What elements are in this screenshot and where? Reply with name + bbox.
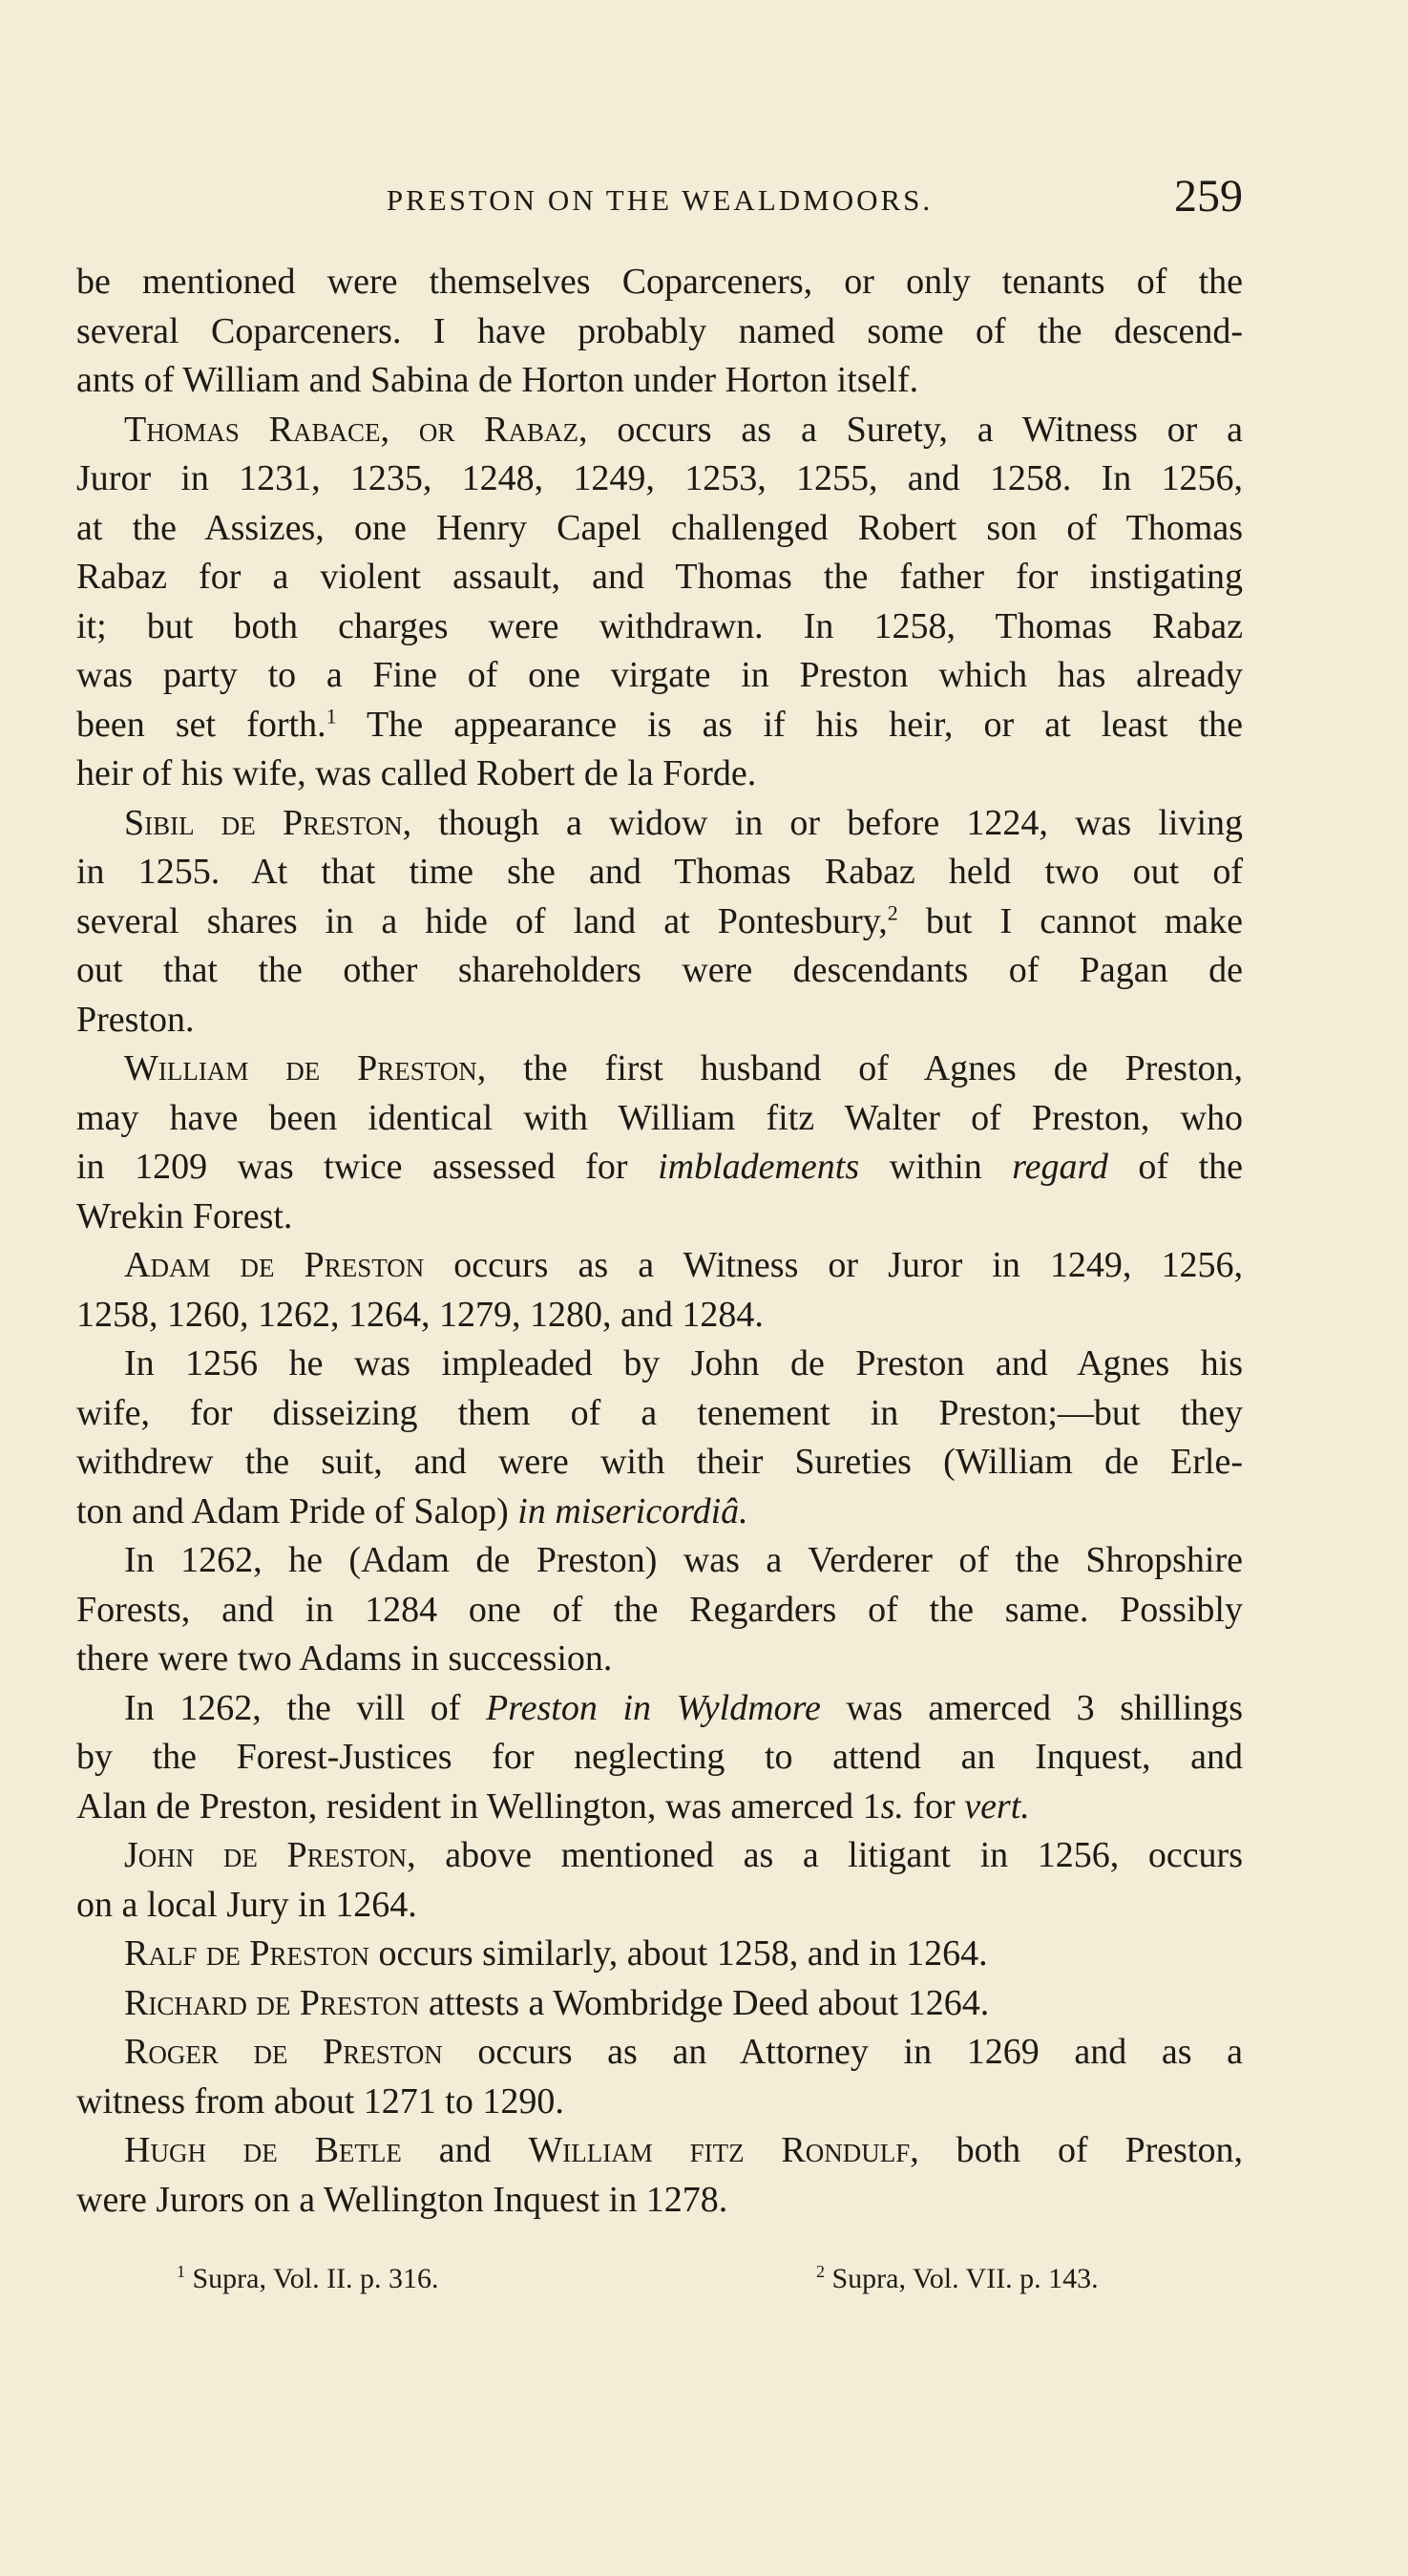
text-line: there were two Adams in succession. bbox=[76, 1638, 613, 1679]
text-line: several shares in a hide of land at Pontesbury,$^2$ but I cannot make bbox=[76, 899, 1243, 941]
text-line: Hugh de Betle and William fitz Rondulf, both of Preston, bbox=[124, 2130, 1243, 2170]
text-line: be mentioned were themselves Coparceners, or only tenants of the bbox=[76, 262, 1243, 302]
running-head bbox=[76, 170, 1243, 227]
text-line: in 1209 was twice assessed for imbladements within regard of the bbox=[76, 1147, 1243, 1187]
running-title: PRESTON ON THE WEALDMOORS. bbox=[386, 183, 934, 217]
text-line: In 1256 he was impleaded by John de Preston and Agnes his bbox=[124, 1343, 1243, 1383]
text-line: it; but both charges were withdrawn. In 1258, Thomas Rabaz bbox=[76, 605, 1243, 646]
text-line: ton and Adam Pride of Salop) in misericordiâ. bbox=[76, 1490, 748, 1531]
text-line: Thomas Rabace, or Rabaz, occurs as a Surety, a Witness or a bbox=[124, 409, 1243, 450]
text-line: may have been identical with William fitz Walter of Preston, who bbox=[76, 1097, 1243, 1138]
footnote-ref: 2 bbox=[887, 899, 898, 924]
text-line: heir of his wife, was called Robert de la Forde. bbox=[76, 753, 757, 793]
text-line: Alan de Preston, resident in Wellington, was amerced 1s. for vert. bbox=[76, 1785, 1030, 1826]
text-line: Adam de Preston occurs as a Witness or Juror in 1249, 1256, bbox=[124, 1245, 1243, 1285]
text-line: at the Assizes, one Henry Capel challenged Robert son of Thomas bbox=[76, 507, 1243, 548]
text-line: In 1262, he (Adam de Preston) was a Verderer of the Shropshire bbox=[124, 1540, 1243, 1580]
text-line: Sibil de Preston, though a widow in or before 1224, was living bbox=[124, 802, 1244, 843]
text-line: 1258, 1260, 1262, 1264, 1279, 1280, and 1284. bbox=[76, 1294, 764, 1335]
text-line: on a local Jury in 1264. bbox=[76, 1884, 417, 1925]
text-line: out that the other shareholders were descendants of Pagan de bbox=[76, 950, 1243, 990]
text-line: Wrekin Forest. bbox=[76, 1195, 293, 1236]
footnote-marker: 2 bbox=[816, 2262, 825, 2281]
text-line: Richard de Preston attests a Wombridge Deed about 1264. bbox=[124, 1982, 990, 2023]
text-line: Preston. bbox=[76, 999, 195, 1040]
footnote: $^2$ Supra, Vol. VII. p. 143. bbox=[816, 2262, 1099, 2294]
text-line: been set forth.$^1$ The appearance is as if his heir, or at least the bbox=[76, 703, 1244, 745]
page-number: 259 bbox=[1174, 171, 1243, 222]
text-line: by the Forest-Justices for neglecting to attend an Inquest, and bbox=[76, 1737, 1243, 1777]
text-line: several Coparceners. I have probably named some of the descend- bbox=[76, 310, 1243, 351]
text-line: were Jurors on a Wellington Inquest in 1278. bbox=[76, 2179, 728, 2220]
text-line: ants of William and Sabina de Horton under Horton itself. bbox=[76, 360, 919, 400]
footnote: $^1$ Supra, Vol. II. p. 316. bbox=[177, 2262, 439, 2294]
text-line: wife, for disseizing them of a tenement in Preston;—but they bbox=[76, 1392, 1243, 1433]
text-line: Juror in 1231, 1235, 1248, 1249, 1253, 1255, and 1258. In 1256, bbox=[76, 458, 1243, 498]
text-line: withdrew the suit, and were with their Sureties (William de Erle- bbox=[76, 1442, 1243, 1482]
footnote-ref: 1 bbox=[326, 703, 337, 728]
text-line: witness from about 1271 to 1290. bbox=[76, 2080, 564, 2122]
text-line: In 1262, the vill of Preston in Wyldmore was amerced 3 shillings bbox=[124, 1687, 1243, 1728]
text-line: Ralf de Preston occurs similarly, about 1258, and in 1264. bbox=[124, 1933, 988, 1974]
text-line: John de Preston, above mentioned as a litigant in 1256, occurs bbox=[124, 1835, 1243, 1875]
text-line: Forests, and in 1284 one of the Regarders of the same. Possibly bbox=[76, 1589, 1243, 1630]
text-line: Roger de Preston occurs as an Attorney in 1269 and as a bbox=[124, 2032, 1243, 2072]
text-line: was party to a Fine of one virgate in Preston which has already bbox=[76, 655, 1243, 695]
text-line: in 1255. At that time she and Thomas Rabaz held two out of bbox=[76, 852, 1243, 892]
text-line: Rabaz for a violent assault, and Thomas the father for instigating bbox=[76, 557, 1243, 597]
footnote-marker: 1 bbox=[177, 2262, 185, 2281]
body-text bbox=[76, 258, 1243, 2225]
text-line: William de Preston, the first husband of Agnes de Preston, bbox=[124, 1048, 1244, 1088]
